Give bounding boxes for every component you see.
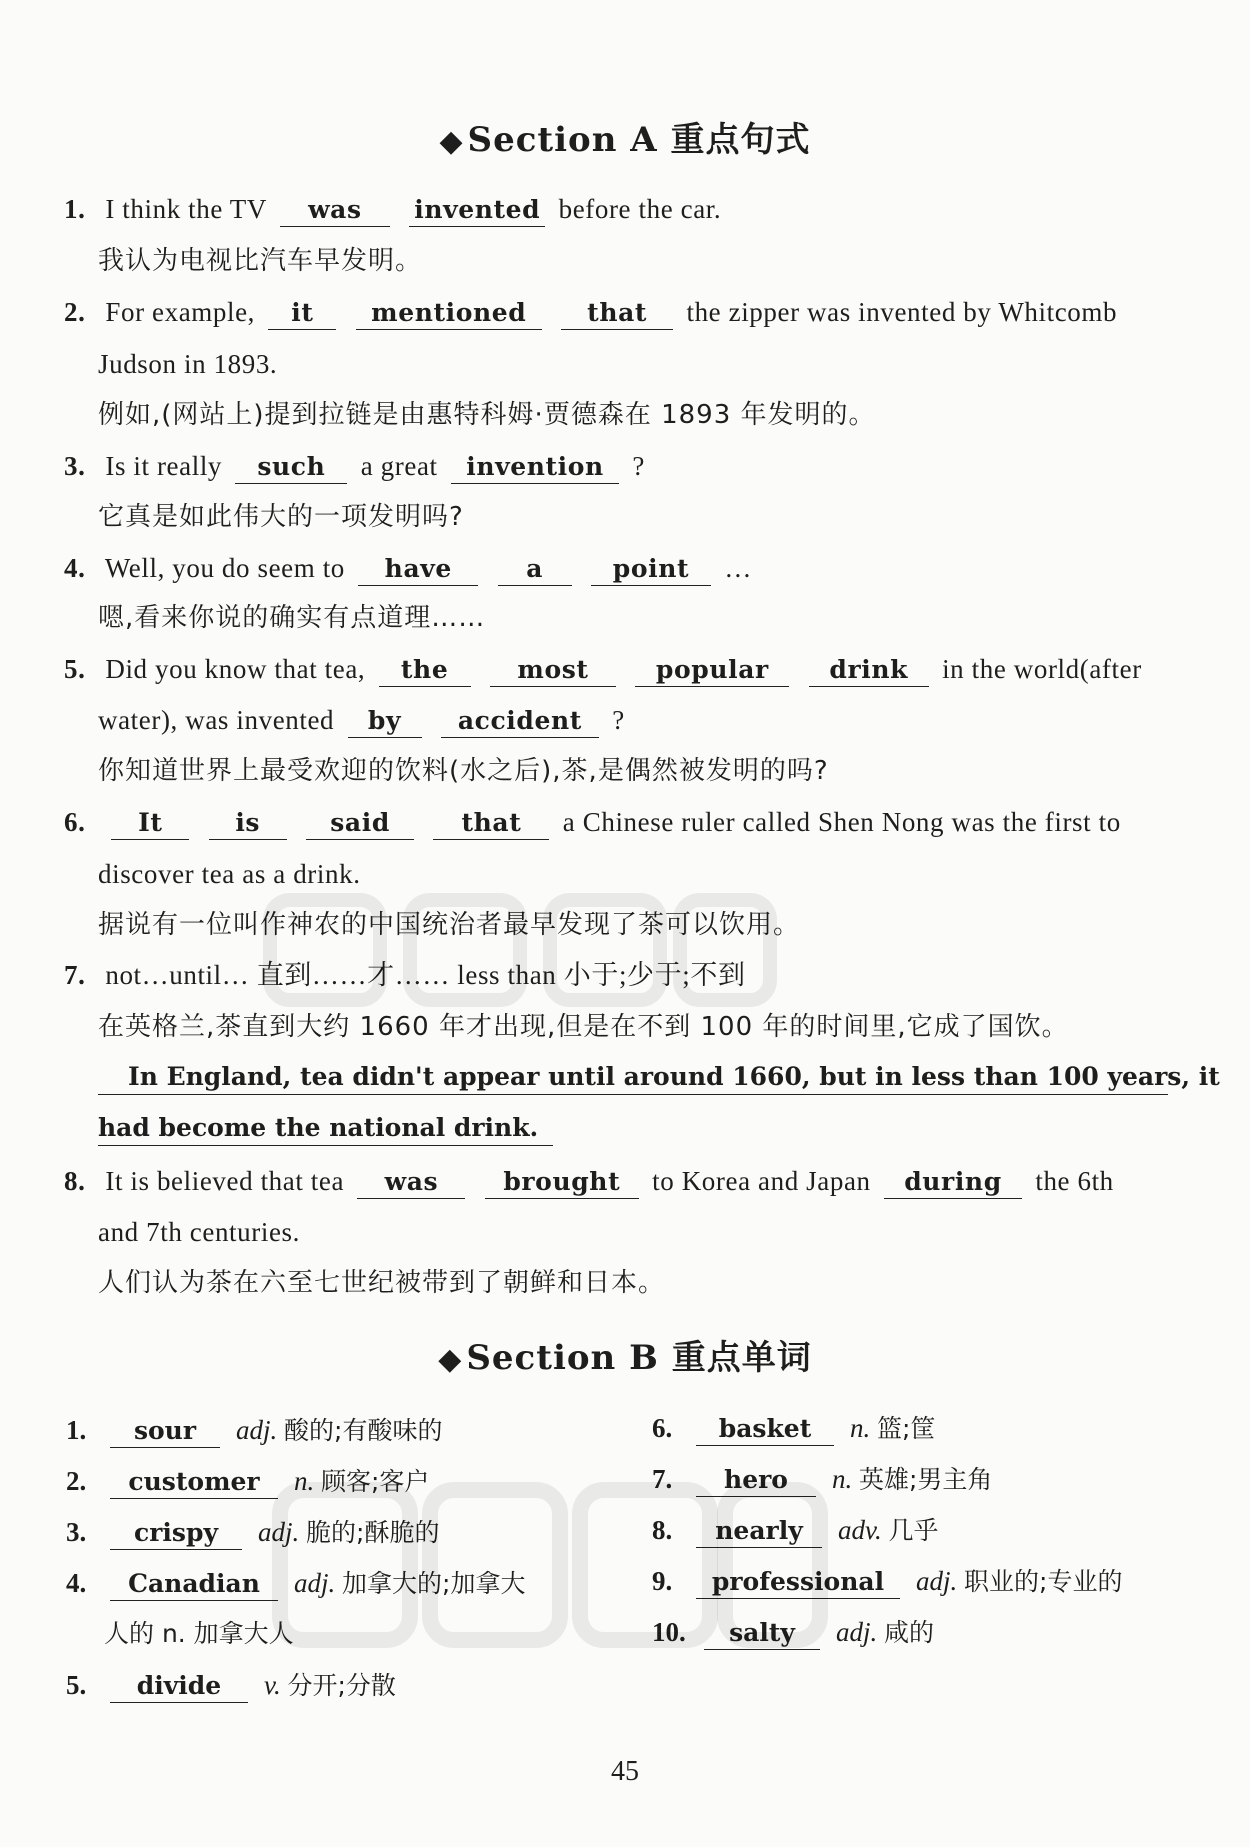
watermark-graphic [260,880,780,1020]
vocab-item-6: 6. basket n. 篮;筐 [652,1411,935,1446]
vocab-item-4-continued: 人的 n. 加拿大人 [104,1619,294,1648]
vocab-item-1: 1. sour adj. 酸的;有酸味的 [66,1413,442,1448]
vocab-item-9: 9. professional adj. 职业的;专业的 [652,1564,1122,1599]
translation-3: 它真是如此伟大的一项发明吗? [98,502,464,532]
sentence-2: 2. For example, it mentioned that the zipper was invented by Whitcomb [98,295,1117,330]
answer-blank[interactable]: most [490,654,616,687]
answer-sentence[interactable]: had become the national drink. [98,1111,553,1146]
answer-blank[interactable]: said [306,807,414,840]
answer-blank[interactable]: accident [441,705,599,738]
answer-blank[interactable]: was [357,1166,465,1199]
vocab-item-3: 3. crispy adj. 脆的;酥脆的 [66,1515,439,1550]
answer-blank[interactable]: invention [451,451,619,484]
vocab-item-5: 5. divide v. 分开;分散 [66,1668,396,1703]
answer-blank[interactable]: that [433,807,549,840]
answer-blank[interactable]: customer [110,1466,278,1499]
answer-blank[interactable]: it [268,297,336,330]
sentence-5: 5. Did you know that tea, the most popular drink in the world(after [98,652,1142,687]
answer-blank[interactable]: It [111,807,189,840]
page-number: 45 [611,1756,639,1787]
translation-7: 在英格兰,茶直到大约 1660 年才出现,但是在不到 100 年的时间里,它成了国饮。 [98,1012,1069,1042]
diamond-icon: ◆ [438,1342,463,1377]
sentence-1: 1. I think the TV was invented before the car. [98,192,721,227]
translation-1: 我认为电视比汽车早发明。 [98,246,423,276]
answer-blank[interactable]: crispy [110,1517,242,1550]
answer-blank[interactable]: mentioned [356,297,542,330]
answer-blank[interactable]: professional [696,1566,900,1599]
sentence-2-continued: Judson in 1893. [98,349,278,379]
diamond-icon: ◆ [439,124,464,159]
answer-blank[interactable]: Canadian [110,1568,278,1601]
vocab-item-8: 8. nearly adv. 几乎 [652,1513,939,1548]
answer-blank[interactable]: is [209,807,287,840]
answer-blank[interactable]: during [884,1166,1022,1199]
sentence-7: 7. not…until… 直到……才…… less than 小于;少于;不到 [64,960,746,990]
translation-5: 你知道世界上最受欢迎的饮料(水之后),茶,是偶然被发明的吗? [98,756,829,786]
sentence-3: 3. Is it really such a great invention ? [98,449,645,484]
vocab-item-4: 4. Canadian adj. 加拿大的;加拿大 [66,1566,525,1601]
vocab-item-2: 2. customer n. 顾客;客户 [66,1464,429,1499]
vocab-item-7: 7. hero n. 英雄;男主角 [652,1462,992,1497]
answer-blank[interactable]: nearly [696,1515,822,1548]
sentence-6: 6. It is said that a Chinese ruler called Shen Nong was the first to [98,805,1121,840]
sentence-6-continued: discover tea as a drink. [98,859,361,889]
answer-blank[interactable]: that [561,297,673,330]
answer-blank[interactable]: drink [809,654,929,687]
answer-blank[interactable]: a [498,553,572,586]
translation-8: 人们认为茶在六至七世纪被带到了朝鲜和日本。 [98,1268,666,1298]
answer-blank[interactable]: such [235,451,347,484]
answer-blank[interactable]: by [348,705,422,738]
answer-blank[interactable]: popular [635,654,789,687]
answer-blank[interactable]: was [280,194,390,227]
sentence-4: 4. Well, you do seem to have a point … [98,551,752,586]
answer-blank[interactable]: sour [110,1415,220,1448]
translation-2: 例如,(网站上)提到拉链是由惠特科姆·贾德森在 1893 年发明的。 [98,400,876,430]
sentence-8: 8. It is believed that tea was brought to Korea and Japan during the 6th [98,1164,1114,1199]
translation-6: 据说有一位叫作神农的中国统治者最早发现了茶可以饮用。 [98,910,801,940]
sentence-5-continued: water), was invented by accident ? [98,703,625,738]
answer-blank[interactable]: divide [110,1670,248,1703]
section-b-title: ◆ Section B 重点单词 [438,1338,812,1378]
vocab-item-10: 10. salty adj. 咸的 [652,1615,934,1650]
sentence-8-continued: and 7th centuries. [98,1217,300,1247]
translation-4: 嗯,看来你说的确实有点道理…… [98,603,486,633]
answer-blank[interactable]: basket [696,1413,834,1446]
section-a-title: ◆ Section A 重点句式 [439,120,811,160]
answer-blank[interactable]: brought [485,1166,639,1199]
answer-blank[interactable]: point [591,553,711,586]
answer-blank[interactable]: have [358,553,478,586]
answer-blank[interactable]: salty [704,1617,820,1650]
answer-blank[interactable]: invented [409,194,545,227]
answer-sentence[interactable]: In England, tea didn't appear until around 1660, but in less than 100 years, it [98,1060,1168,1095]
answer-blank[interactable]: hero [696,1464,816,1497]
answer-blank[interactable]: the [379,654,471,687]
